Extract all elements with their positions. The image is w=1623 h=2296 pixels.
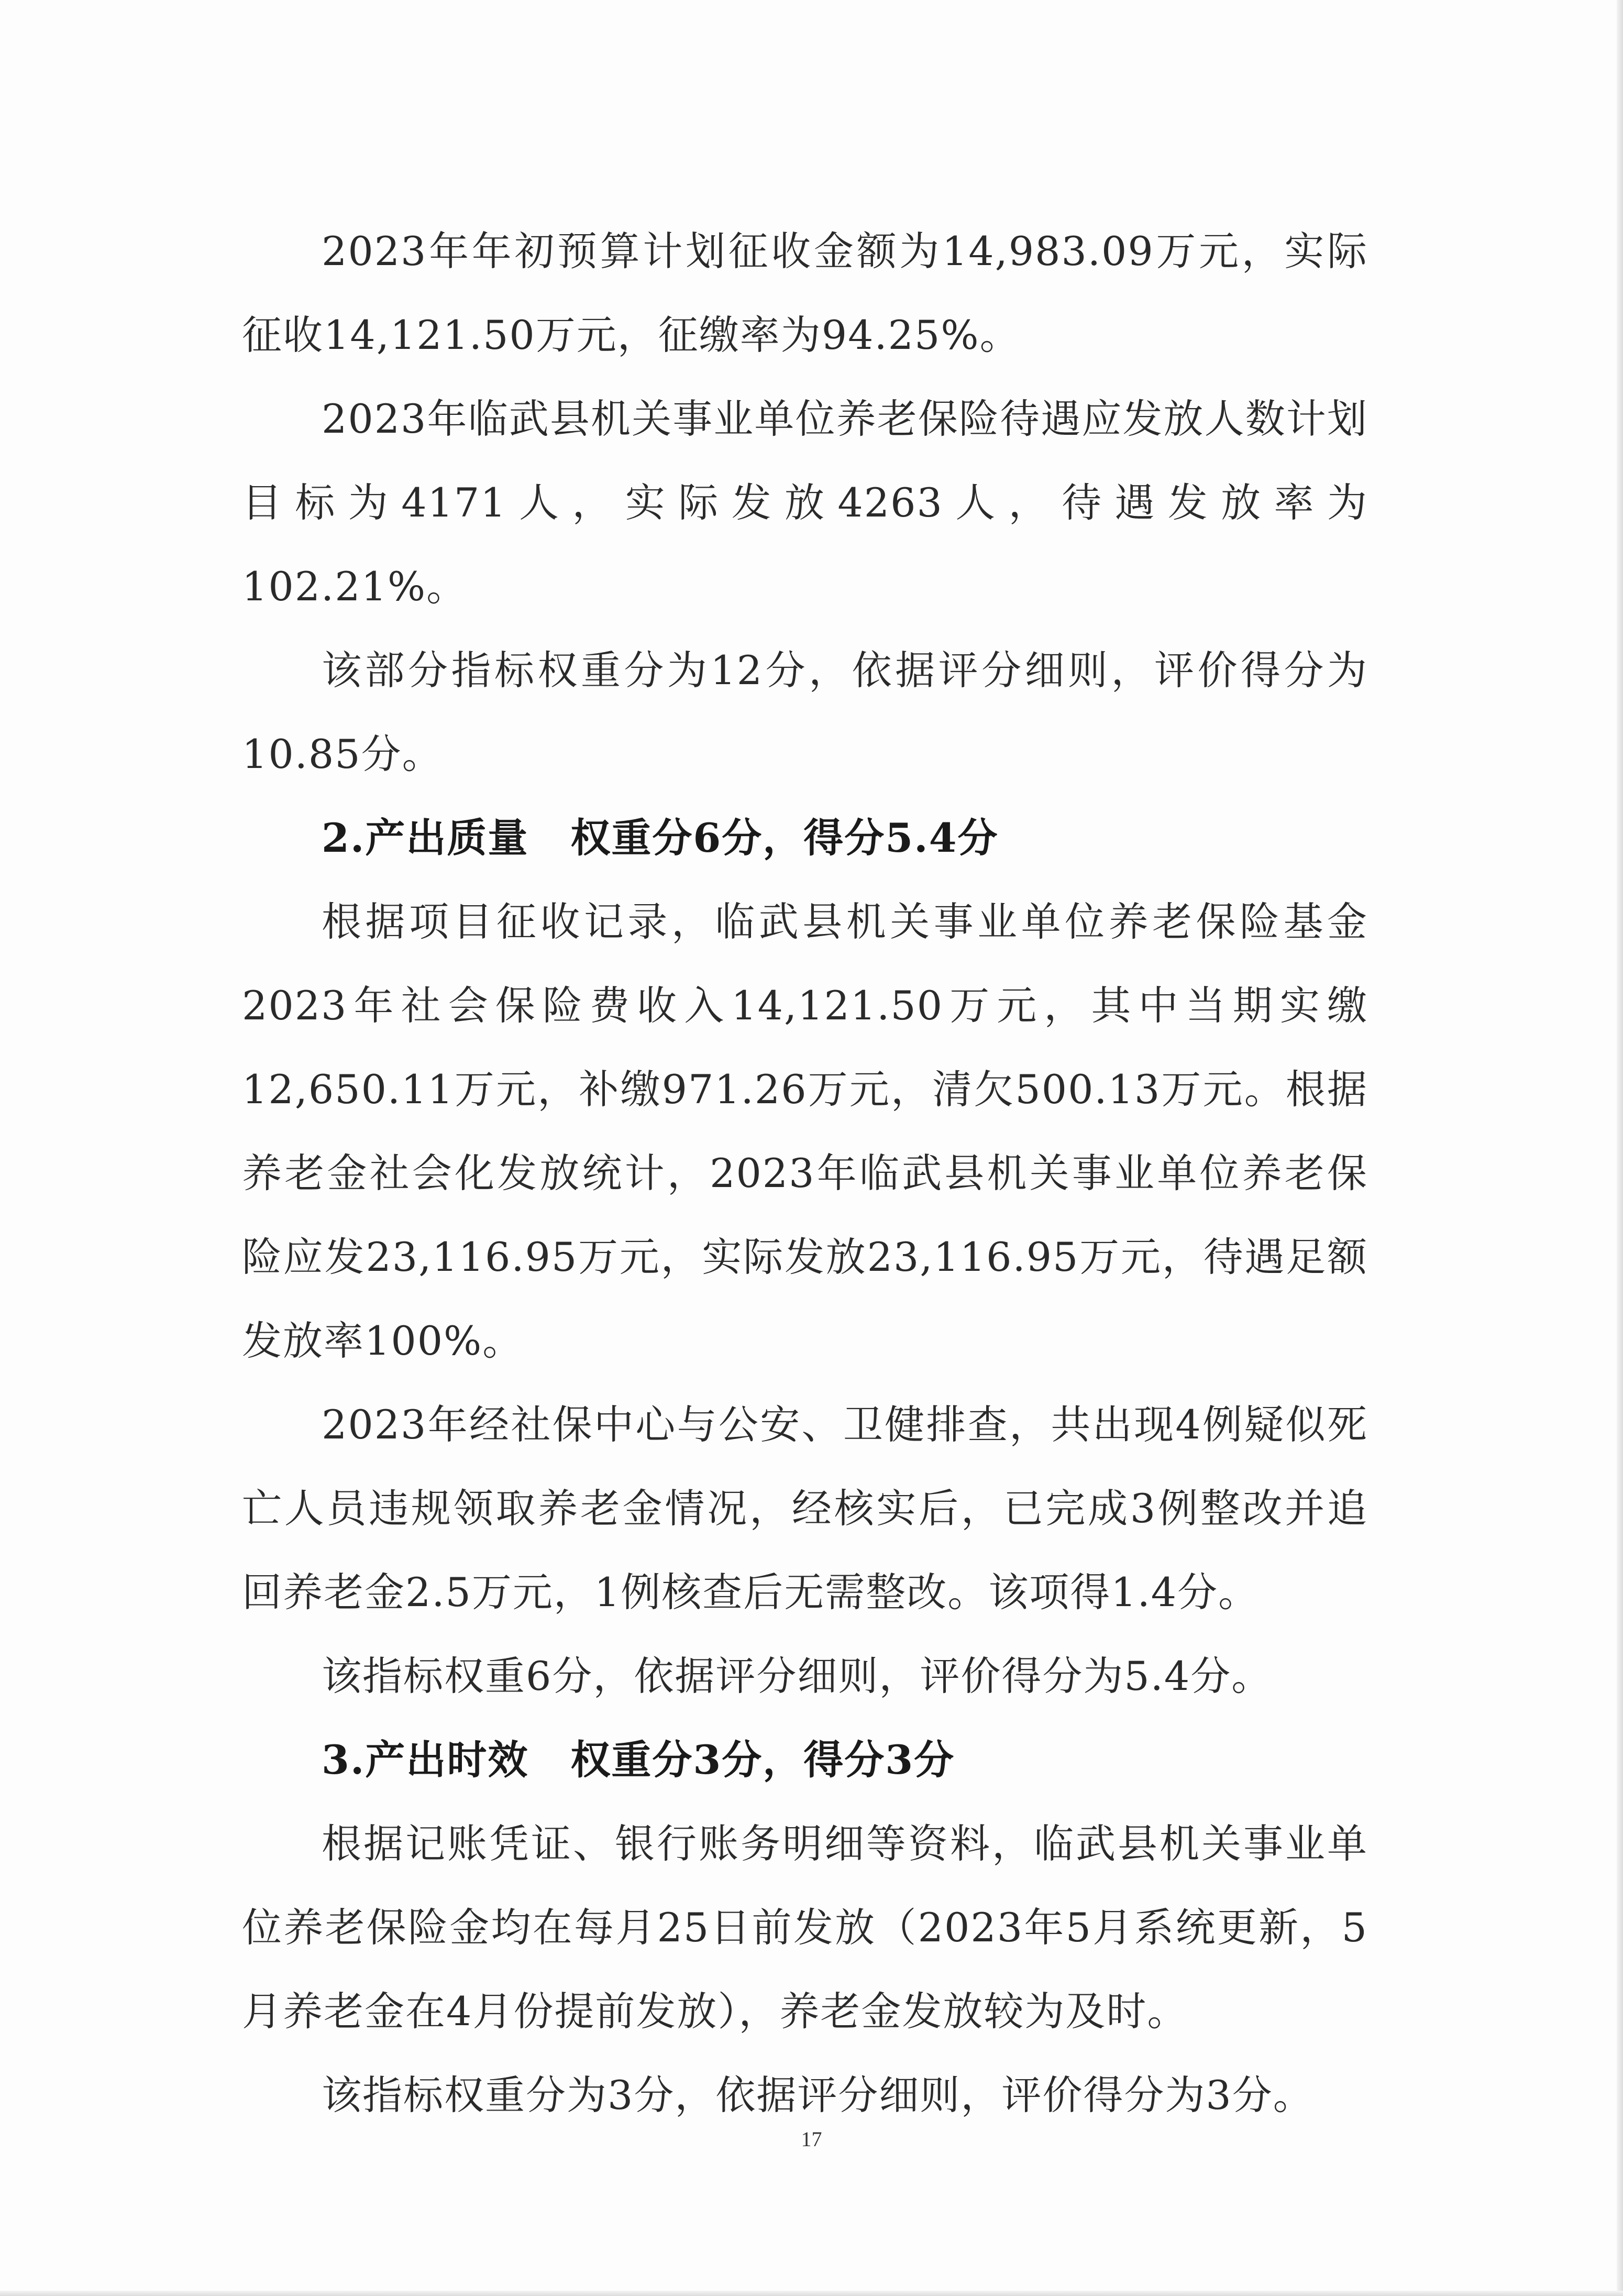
page-number: 17 <box>801 2127 822 2151</box>
paragraph-investigation: 2023年经社保中心与公安、卫健排查，共出现4例疑似死亡人员违规领取养老金情况，经核实后，已完成3例整改并追回养老金2.5万元，1例核查后无需整改。该项得1.4分。 <box>242 1401 1368 1616</box>
document-body <box>242 210 1368 2137</box>
page-bottom-shadow <box>0 2291 1623 2296</box>
heading-score: 权重分6分，得分5.4分 <box>570 815 999 861</box>
heading-score: 权重分3分，得分3分 <box>570 1737 955 1783</box>
paragraph-payout-rate: 2023年临武县机关事业单位养老保险待遇应发放人数计划目标为4171人，实际发放4263人，待遇发放率为102.21%。 <box>242 396 1368 610</box>
paragraph-quantity-score: 该部分指标权重分为12分，依据评分细则，评价得分为10.85分。 <box>242 647 1368 777</box>
paragraph-collection-rate: 2023年年初预算计划征收金额为14,983.09万元，实际征收14,121.50万元，征缴率为94.25%。 <box>242 228 1368 358</box>
section-heading-output-quality <box>242 796 1368 880</box>
paragraph-quality-score: 该指标权重6分，依据评分细则，评价得分为5.4分。 <box>322 1653 1273 1699</box>
section-heading-output-timeliness <box>242 1718 1368 1802</box>
heading-title: 2.产出质量 <box>322 815 529 861</box>
heading-title: 3.产出时效 <box>322 1737 529 1783</box>
paragraph-timeliness-score: 该指标权重分为3分，依据评分细则，评价得分为3分。 <box>322 2072 1314 2118</box>
paragraph-fund-income: 根据项目征收记录，临武县机关事业单位养老保险基金2023年社会保险费收入14,121.50万元，其中当期实缴12,650.11万元，补缴971.26万元，清欠500.13万元。根据养老金社会化发放统计，2023年临武县机关事业单位养老保险应发23,116.95万元，实际发放23,116.95万元，待遇足额发放率100%。 <box>242 898 1368 1364</box>
page-edge-shadow <box>1617 0 1623 2296</box>
paragraph-payment-timing: 根据记账凭证、银行账务明细等资料，临武县机关事业单位养老保险金均在每月25日前发放（2023年5月系统更新，5月养老金在4月份提前发放），养老金发放较为及时。 <box>242 1820 1368 2035</box>
